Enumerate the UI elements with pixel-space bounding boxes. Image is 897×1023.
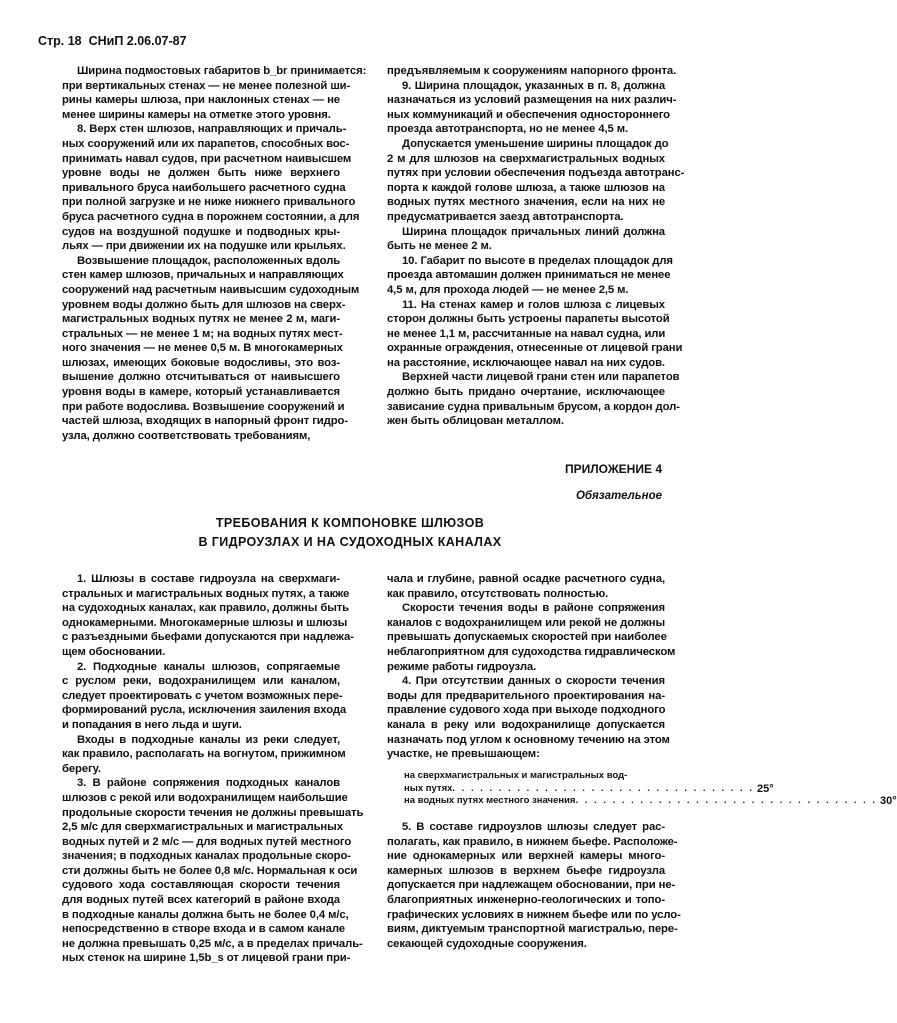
page-number: Стр. 18	[38, 34, 82, 48]
leader-dots: . . . . . . . . . . . . . . . . . . . . . . . . . . . . . . . . .	[575, 795, 878, 806]
text-line: проезда автомашин должен приниматься не менее	[387, 269, 671, 282]
text-line: в подходные каналы должна быть не более 0,4 м/с,	[62, 908, 349, 921]
text-line: воды для предварительного проектирования на-	[387, 689, 665, 702]
text-line: Возвышение площадок, расположенных вдоль	[77, 254, 341, 267]
text-line: бруса расчетного судна в порожнем состоянии, а для	[62, 210, 360, 223]
text-line: камерных шлюзов в верхнем бьефе гидроузла	[387, 864, 665, 877]
text-line: неблагоприятном для судоходства гидравлическом	[387, 645, 676, 658]
text-line: графических условиях в нижнем бьефе или по усло-	[387, 908, 681, 921]
text-line: полагать, как правило, в нижнем бьефе. Расположе-	[387, 835, 678, 848]
text-line: ных стенок на ширине 1,5b_s от лицевой грани при-	[62, 952, 351, 965]
paragraph	[387, 572, 665, 601]
text-line: магистральных водных путях не менее 2 м, маги-	[62, 313, 340, 326]
text-line: допускается при надлежащем обосновании, при не-	[387, 879, 676, 892]
text-line: с руслом реки, водохранилищем или каналом,	[62, 675, 340, 688]
paragraph	[387, 820, 681, 951]
text-line: рины камеры шлюза, при наклонных стенах — не	[62, 94, 340, 107]
angle-row-2	[404, 795, 897, 808]
paragraph	[387, 64, 677, 79]
text-line: Допускается уменьшение ширины площадок до	[402, 137, 669, 150]
text-line: с разъездными бьефами допускаются при надлежа-	[62, 631, 354, 644]
text-line: щем обосновании.	[62, 645, 166, 658]
bottom-right-column	[387, 572, 676, 762]
text-line: и попадания в него льда и шуги.	[62, 718, 242, 731]
angle-row-2-label: на водных путях местного значения	[404, 795, 576, 806]
paragraph	[387, 298, 683, 371]
text-line: сти должны быть не более 0,8 м/с. Нормальная к оси	[62, 864, 358, 877]
text-line: быть не менее 2 м.	[387, 240, 492, 253]
top-left-column	[62, 64, 367, 443]
text-line: сооружений над расчетным наивысшим судоходным	[62, 283, 360, 296]
text-line: 4,5 м, для прохода людей — не менее 2,5 м.	[387, 283, 629, 296]
paragraph	[387, 601, 676, 674]
text-line: Входы в подходные каналы из реки следует,	[77, 733, 340, 746]
text-line: на судоходных каналах, как правило, должны быть	[62, 602, 350, 615]
document-code: СНиП 2.06.07-87	[88, 34, 187, 48]
paragraph	[387, 674, 670, 762]
paragraph	[62, 122, 360, 253]
leader-dots: . . . . . . . . . . . . . . . . . . . . . . . . . . . . . . . . .	[452, 782, 754, 794]
text-line: льях — при движении их на подушке или крыльях.	[62, 240, 346, 253]
text-line: однокамерными. Многокамерные шлюзы и шлюзы	[62, 616, 348, 629]
text-line: 3. В районе сопряжения подходных каналов	[77, 777, 340, 790]
text-line: правление судового хода при выходе подходного	[387, 704, 666, 717]
bottom-left-column	[62, 572, 364, 966]
text-line: 10. Габарит по высоте в пределах площадок для	[402, 254, 673, 267]
text-line: предъявляемым к сооружениям напорного фронта.	[387, 65, 677, 77]
text-line: следует проектировать с учетом возможных пере-	[62, 689, 343, 702]
text-line: 2 м для шлюзов на сверхмагистральных водных	[387, 152, 665, 165]
paragraph	[62, 572, 354, 660]
page-header	[38, 34, 187, 48]
text-line: при работе водослива. Возвышение сооружений и	[62, 400, 345, 413]
appendix-title-line-1: ТРЕБОВАНИЯ К КОМПОНОВКЕ ШЛЮЗОВ	[215, 516, 485, 530]
appendix-title-line-2: В ГИДРОУЗЛАХ И НА СУДОХОДНЫХ КАНАЛАХ	[198, 535, 502, 549]
text-line: не должна превышать 0,25 м/с, а в пределах причаль-	[62, 937, 363, 950]
text-line: судов на воздушной подушке и подводных кры-	[62, 225, 340, 238]
text-line: узла, должно соответствовать требованиям,	[62, 429, 311, 442]
appendix-label: ПРИЛОЖЕНИЕ 4	[564, 462, 662, 476]
text-line: зависание судна привальным брусом, а кордон дол-	[387, 400, 680, 413]
text-line: непосредственно в створе входа и в самом канале	[62, 923, 345, 936]
text-line: должно быть придано очертание, исключающее	[387, 386, 665, 399]
text-line: участке, не превышающем:	[387, 748, 540, 761]
paragraph	[387, 254, 673, 298]
text-line: секающей судоходные сооружения.	[387, 937, 587, 950]
text-line: назначаться из условий размещения на них различ-	[387, 94, 677, 107]
text-line: для водных путей всех категорий в районе входа	[62, 894, 340, 907]
text-line: режиме работы гидроузла.	[387, 660, 537, 673]
text-line: стральных и магистральных водных путях, а также	[62, 587, 350, 600]
paragraph	[387, 225, 665, 254]
paragraph	[62, 660, 347, 733]
paragraph	[387, 370, 680, 428]
text-line: проезда автотранспорта, но не менее 4,5 м.	[387, 123, 629, 136]
text-line: водных путях местного значения, если на них не	[387, 196, 665, 209]
text-line: 2. Подходные каналы шлюзов, сопрягаемые	[77, 660, 340, 673]
text-line: превышать допускаемых скоростей при наиболее	[387, 631, 667, 644]
text-line: значения; в подходных каналах продольные скоро-	[62, 850, 351, 863]
text-line: 9. Ширина площадок, указанных в п. 8, должна	[402, 79, 665, 92]
text-line: сторон должны быть устроены парапеты высотой	[387, 313, 670, 326]
text-line: виям, диктуемым транспортной магистралью, пере-	[387, 923, 678, 936]
top-right-column	[387, 64, 685, 429]
text-line: Ширина подмостовых габаритов b_br принимается:	[77, 65, 367, 77]
text-line: порта к каждой голове шлюза, а также шлюзов на	[387, 181, 665, 194]
text-line: продольные скорости течения не должны превышать	[62, 806, 364, 819]
bottom-right-column-continued	[387, 820, 681, 951]
text-line: охранные ограждения, отнесенные от лицевой грани	[387, 342, 683, 355]
text-line: жен быть облицован металлом.	[387, 415, 564, 428]
angle-row-1-label-cont: ных путях	[404, 782, 453, 794]
text-line: 11. На стенах камер и голов шлюза с лицевых	[402, 298, 665, 311]
text-line: 2,5 м/с для сверхмагистральных и магистральных	[62, 821, 343, 834]
text-line: 8. Верх стен шлюзов, направляющих и причаль-	[77, 123, 347, 136]
text-line: канала в реку или водохранилище допускается	[387, 718, 665, 731]
text-line: стен камер шлюзов, причальных и направляющих	[62, 269, 344, 282]
text-line: как правило, располагать на вогнутом, прижимном	[62, 748, 346, 761]
text-line: частей шлюза, входящих в напорный фронт гидро-	[62, 415, 348, 428]
text-line: ние однокамерных или верхней камеры много-	[387, 850, 665, 863]
paragraph	[62, 64, 367, 122]
paragraph	[62, 254, 360, 444]
text-line: ного значения — не менее 0,5 м. В многокамерных	[62, 342, 343, 355]
text-line: 4. При отсутствии данных о скорости течения	[402, 675, 665, 688]
text-line: менее ширины камеры на отметке этого уровня.	[62, 108, 331, 121]
appendix-status: Обязательное	[575, 490, 662, 502]
text-line: при полной загрузке и не ниже нижнего привального	[62, 196, 356, 209]
text-line: берегу.	[62, 762, 101, 775]
text-line: привального бруса наибольшего расчетного судна	[62, 181, 346, 194]
text-line: уровне воды не должен быть ниже верхнего	[62, 167, 340, 180]
text-line: 5. В составе гидроузлов шлюзы следует рас-	[402, 821, 665, 833]
text-line: Верхней части лицевой грани стен или парапетов	[402, 371, 680, 384]
text-line: водных путей и 2 м/с — для водных путей местного	[62, 835, 352, 848]
text-line: уровня воды в камере, который устанавливается	[62, 386, 340, 399]
paragraph	[62, 733, 346, 777]
text-line: Скорости течения воды в районе сопряжения	[402, 602, 665, 615]
text-line: формирований русла, исключения заиления входа	[62, 704, 347, 717]
text-line: уровнем воды должно быть для шлюзов на сверх-	[62, 298, 346, 311]
text-line: принимать навал судов, при расчетном наивысшем	[62, 152, 352, 165]
text-line: при вертикальных стенах — не менее полезной ши-	[62, 79, 351, 92]
angle-row-1-value: 25°	[756, 782, 774, 795]
text-line: благоприятных инженерно-геологических и топо-	[387, 893, 665, 906]
text-line: не менее 1,1 м, рассчитанные на навал судна, или	[387, 327, 666, 340]
angle-row-1	[404, 782, 774, 796]
text-line: вышение должно отсчитываться от наивысшего	[62, 371, 340, 384]
text-line: судового хода составляющая скорости течения	[62, 879, 340, 892]
text-line: как правило, отсутствовать полностью.	[387, 587, 609, 600]
paragraph	[62, 776, 364, 966]
angle-row-2-value: 30°	[880, 795, 897, 807]
text-line: путях при условии обеспечения подъезда автотранс-	[387, 167, 685, 180]
text-line: ных коммуникаций и обеспечения одностороннего	[387, 108, 670, 121]
angle-row-label	[404, 770, 666, 783]
text-line: ных сооружений или их парапетов, способных вос-	[62, 137, 350, 150]
text-line: стральных — не менее 1 м; на водных путях мест-	[62, 327, 343, 340]
text-line: каналов с водохранилищем или рекой не должны	[387, 616, 665, 629]
text-line: назначать под углом к основному течению на этом	[387, 733, 670, 746]
angle-row-1-label: на сверхмагистральных и магистральных вод-	[404, 770, 628, 781]
text-line: 1. Шлюзы в составе гидроузла на сверхмаги-	[77, 573, 340, 585]
text-line: чала и глубине, равной осадке расчетного судна,	[387, 573, 665, 585]
text-line: шлюзах, имеющих боковые водосливы, это воз-	[62, 356, 340, 369]
text-line: предусматривается заезд автотранспорта.	[387, 210, 624, 223]
angle-table	[404, 770, 897, 808]
text-line: на расстояние, исключающее навал на них судов.	[387, 356, 665, 369]
paragraph	[387, 79, 677, 137]
paragraph	[387, 137, 685, 225]
text-line: Ширина площадок причальных линий должна	[402, 225, 665, 238]
text-line: шлюзов с рекой или водохранилищем наибольшие	[62, 791, 348, 804]
